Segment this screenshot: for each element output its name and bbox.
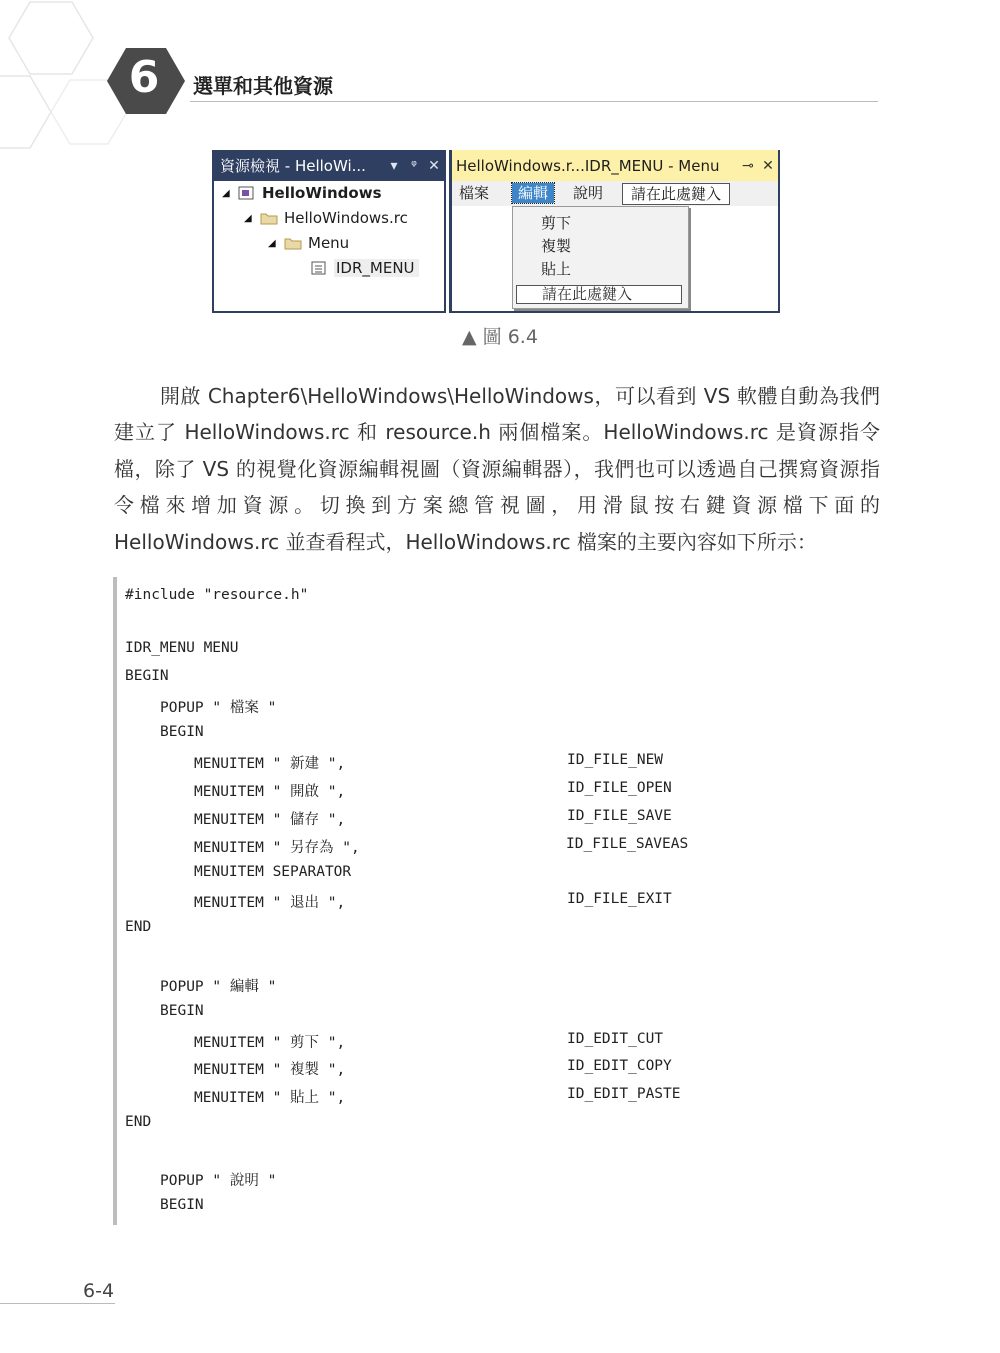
code-line: MENUITEM " 新建 ", bbox=[194, 756, 346, 772]
tree-item-label: HelloWindows.rc bbox=[284, 209, 408, 227]
code-line: ID_FILE_EXIT bbox=[567, 891, 672, 907]
expand-arrow-icon[interactable]: ◢ bbox=[244, 212, 252, 224]
code-line: ID_FILE_SAVEAS bbox=[566, 836, 689, 852]
body-paragraph: 開啟 Chapter6\HelloWindows\HelloWindows，可以看到 VS 軟體自動為我們建立了 HelloWindows.rc 和 resource.h 兩個檔案。HelloWindows.rc 是資源指令檔，除了 VS 的視覺化資源編輯視圖（資源編輯器），我們也可以透過自己撰寫資源指令檔來增加資源。切換到方案總管視圖，用滑鼠按右鍵資源檔下面的 HelloWindows.rc 並查看程式，HelloWindows.rc 檔案的主要內容如下所示： bbox=[114, 384, 880, 554]
code-line: BEGIN bbox=[125, 668, 169, 684]
code-line: ID_FILE_OPEN bbox=[567, 780, 672, 796]
code-line: ID_FILE_SAVE bbox=[567, 808, 672, 824]
menu-editor-titlebar bbox=[452, 150, 778, 181]
project-icon bbox=[238, 186, 256, 200]
code-line: MENUITEM " 另存為 ", bbox=[194, 840, 360, 856]
code-line: END bbox=[125, 1114, 152, 1130]
figure-screenshot bbox=[212, 150, 780, 313]
chapter-title: 選單和其他資源 bbox=[193, 74, 333, 98]
menu-edit[interactable]: 編輯 bbox=[512, 183, 554, 203]
code-line: MENUITEM " 剪下 ", bbox=[194, 1035, 346, 1051]
code-line: MENUITEM " 複製 ", bbox=[194, 1062, 346, 1078]
tree-item-label: HelloWindows bbox=[262, 184, 382, 202]
tree-item-label: Menu bbox=[308, 234, 350, 252]
resource-view-titlebar bbox=[214, 150, 444, 181]
tree-item-menu-folder[interactable] bbox=[268, 232, 349, 254]
body-paragraph-container bbox=[114, 378, 880, 560]
pin-icon[interactable]: ⊸ bbox=[742, 157, 754, 174]
code-line: ID_EDIT_PASTE bbox=[567, 1086, 681, 1102]
code-line: MENUITEM " 開啟 ", bbox=[194, 784, 346, 800]
menu-file[interactable]: 檔案 bbox=[459, 184, 490, 202]
code-line: BEGIN bbox=[160, 724, 204, 740]
code-line: END bbox=[125, 919, 152, 935]
tree-item-rc-file[interactable] bbox=[244, 207, 408, 229]
resource-view-pane bbox=[212, 150, 446, 313]
edit-dropdown bbox=[512, 206, 689, 309]
code-line: POPUP " 編輯 " bbox=[160, 979, 277, 995]
menu-bar bbox=[452, 181, 778, 206]
code-line: ID_FILE_NEW bbox=[567, 752, 664, 768]
code-line: ID_EDIT_CUT bbox=[567, 1031, 664, 1047]
code-line: POPUP " 檔案 " bbox=[160, 700, 277, 716]
folder-icon bbox=[284, 236, 302, 250]
close-icon[interactable]: ✕ bbox=[762, 157, 774, 174]
footer-rule bbox=[0, 1303, 115, 1304]
expand-arrow-icon[interactable]: ◢ bbox=[268, 237, 276, 249]
dropdown-item-cut[interactable]: 剪下 bbox=[541, 214, 572, 232]
figure-caption: ▲ 圖 6.4 bbox=[462, 326, 538, 348]
code-line: POPUP " 說明 " bbox=[160, 1173, 277, 1189]
dropdown-item-copy[interactable]: 複製 bbox=[541, 237, 572, 255]
code-line: MENUITEM " 儲存 ", bbox=[194, 812, 346, 828]
resource-view-title: 資源檢視 - HelloWi... bbox=[220, 157, 366, 175]
folder-icon bbox=[260, 211, 278, 225]
menu-type-here[interactable]: 請在此處鍵入 bbox=[622, 183, 730, 205]
code-line: BEGIN bbox=[160, 1003, 204, 1019]
pin-icon[interactable]: ᵠ bbox=[411, 157, 417, 174]
code-line: #include "resource.h" bbox=[125, 587, 309, 603]
tree-item-label: IDR_MENU bbox=[334, 259, 419, 277]
code-line: BEGIN bbox=[160, 1197, 204, 1213]
dropdown-type-here[interactable]: 請在此處鍵入 bbox=[516, 285, 682, 304]
code-line: ID_EDIT_COPY bbox=[567, 1058, 672, 1074]
code-line: MENUITEM " 貼上 ", bbox=[194, 1090, 346, 1106]
chapter-number: 6 bbox=[128, 52, 160, 103]
expand-arrow-icon[interactable]: ◢ bbox=[222, 187, 230, 199]
code-line: IDR_MENU MENU bbox=[125, 640, 239, 656]
tree-item-project[interactable] bbox=[222, 182, 382, 204]
close-icon[interactable]: ✕ bbox=[428, 157, 440, 174]
code-line: MENUITEM " 退出 ", bbox=[194, 895, 346, 911]
menu-help[interactable]: 說明 bbox=[573, 184, 604, 202]
menu-editor-title: HelloWindows.r...IDR_MENU - Menu bbox=[456, 156, 720, 175]
dropdown-icon[interactable]: ▾ bbox=[390, 157, 398, 174]
code-line: MENUITEM SEPARATOR bbox=[194, 864, 352, 880]
header-rule bbox=[190, 101, 878, 102]
tree-item-idr-menu[interactable] bbox=[310, 257, 419, 279]
menu-editor-pane bbox=[449, 150, 780, 313]
page-number: 6-4 bbox=[83, 1280, 115, 1302]
dropdown-item-paste[interactable]: 貼上 bbox=[541, 260, 572, 278]
code-block-bar bbox=[113, 577, 117, 1225]
menu-resource-icon bbox=[310, 261, 328, 275]
